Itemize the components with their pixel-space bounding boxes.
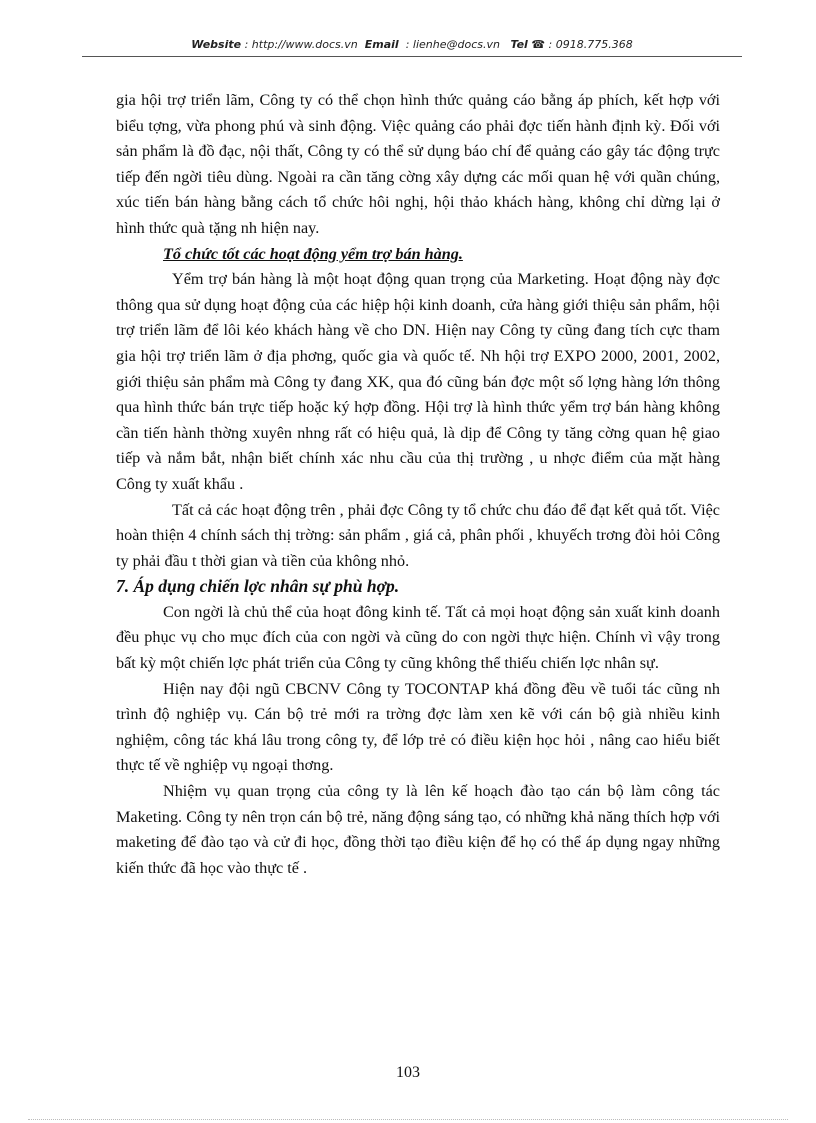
paragraph-advertising: gia hội trợ triển lãm, Công ty có thể chọn hình thức quảng cáo bằng áp phích, kết hợp với biểu tợng, vừa phong phú và sinh động. Việc quảng cáo phải đợc tiến hành định kỳ. Đối với sản phẩm là đồ đạc, nội thất, Công ty có thể sử dụng báo chí để quảng cáo gây tác động trực tiếp đến ngời tiêu dùng. Ngoài ra cần tăng cờng xây dựng các mối quan hệ với quần chúng, xúc tiến bán hàng bằng cách tổ chức hôi nghị, hội thảo khách hàng, không chỉ dừng lại ở hình thức quà tặng nh hiện nay. xyxy=(116,91,720,237)
document-body xyxy=(116,88,720,881)
footer-divider xyxy=(28,1119,788,1120)
paragraph-staff: Hiện nay đội ngũ CBCNV Công ty TOCONTAP khá đồng đều về tuổi tác cũng nh trình độ nghiệp vụ. Cán bộ trẻ mới ra trờng đợc làm xen kẽ với cán bộ già nhiều kinh nghiệm, công tác khá lâu trong công ty, để lớp trẻ có điều kiện học hỏi , nâng cao hiểu biết thực tế về nghiệp vụ ngoại thơng. xyxy=(116,679,720,775)
phone-icon: ☎ xyxy=(531,38,546,51)
page-number: 103 xyxy=(396,1064,420,1081)
tel-label: Tel xyxy=(510,38,528,51)
paragraph-market-policies: Tất cả các hoạt động trên , phải đợc Công ty tổ chức chu đáo để đạt kết quả tốt. Việc hoàn thiện 4 chính sách thị trờng: sản phẩm , giá cả, phân phối , khuyếch trơng đòi hỏi Công ty phải đầu t thời gian và tiền của không nhỏ. xyxy=(116,500,720,570)
website-url[interactable]: : http://www.docs.vn xyxy=(244,38,358,51)
paragraph-sales-support: Yểm trợ bán hàng là một hoạt động quan trọng của Marketing. Hoạt động này đợc thông qua sử dụng hoạt động của các hiệp hội kinh doanh, cửa hàng giới thiệu sản phẩm, hội trợ triển lãm để lôi kéo khách hàng về cho DN. Hiện nay Công ty cũng đang tích cực tham gia hội trợ triển lãm ở địa phơng, quốc gia và quốc tế. Nh hội trợ EXPO 2000, 2001, 2002, giới thiệu sản phẩm mà Công ty đang XK, qua đó cũng bán đợc một số lợng hàng lớn thông qua hình thức bán trực tiếp hoặc ký hợp đồng. Hội trợ là hình thức yểm trợ bán hàng không cần tiến hành thờng xuyên nhng rất có hiệu quả, là dịp để Công ty tăng cờng quan hệ giao tiếp và nắm bắt, nhận biết chính xác nhu cầu của thị trường , u nhợc điểm của mặt hàng Công ty xuất khẩu . xyxy=(116,270,720,493)
website-label: Website xyxy=(191,38,242,51)
email-address[interactable]: : lienhe@docs.vn xyxy=(405,38,500,51)
paragraph-training: Nhiệm vụ quan trọng của công ty là lên kế hoạch đào tạo cán bộ làm công tác Maketing. Công ty nên trọn cán bộ trẻ, năng động sáng tạo, có những khả năng thích hợp với maketing để đào tạo và cử đi học, đồng thời tạo điều kiện để họ có thể áp dụng ngay những kiến thức đã học vào thực tế . xyxy=(116,782,720,877)
phone-number: : 0918.775.368 xyxy=(548,38,633,51)
paragraph-people: Con ngời là chủ thể của hoạt đông kinh tế. Tất cả mọi hoạt động sản xuất kinh doanh đều phục vụ cho mục đích của con ngời và cũng do con ngời thực hiện. Chính vì vậy trong bất kỳ một chiến lợc phát triển của Công ty cũng không thể thiếu chiến lợc nhân sự. xyxy=(116,602,720,673)
section-heading-hr-strategy: 7. Áp dụng chiến lợc nhân sự phù hợp. xyxy=(116,576,400,597)
header-divider xyxy=(82,56,742,57)
page-header xyxy=(82,38,742,51)
subheading-sales-support: Tổ chức tốt các hoạt động yểm trợ bán hàng. xyxy=(163,244,463,263)
email-label: Email xyxy=(364,38,399,51)
